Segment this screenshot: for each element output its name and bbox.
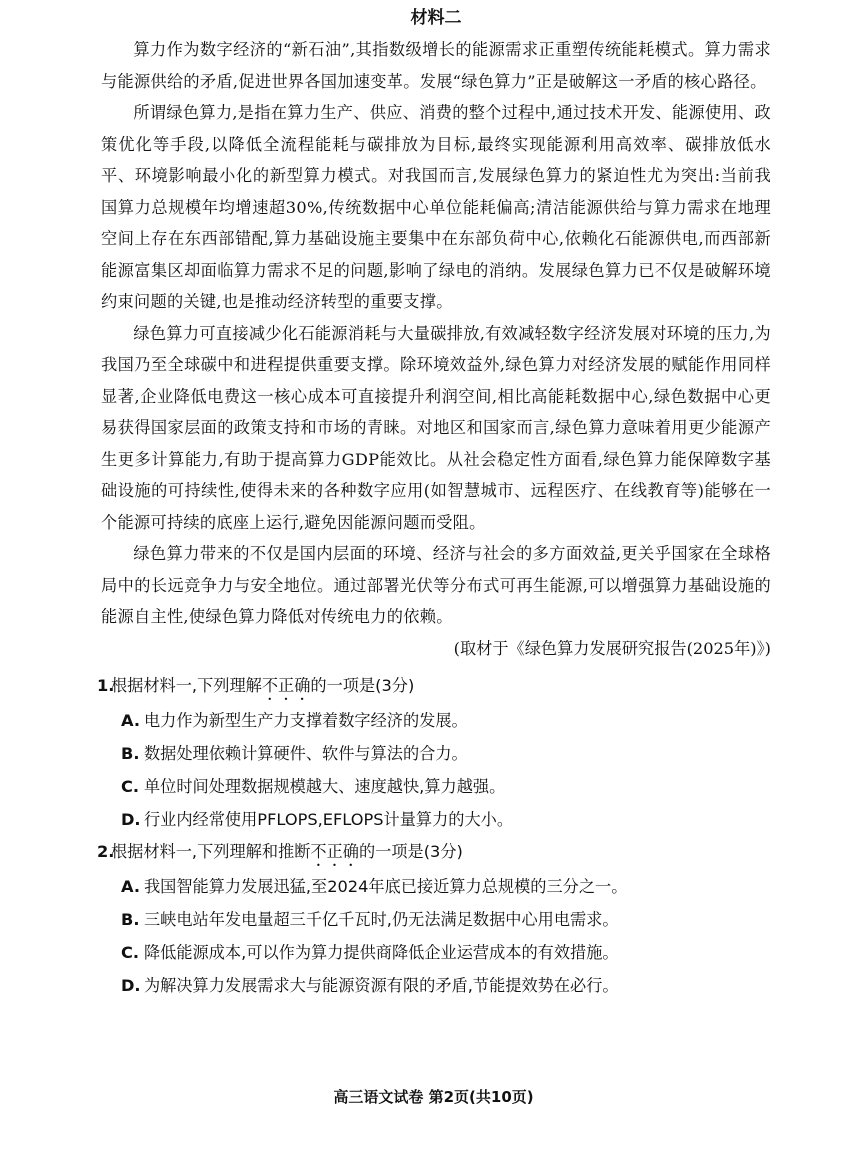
stem-text-end: 的一项是(3分) xyxy=(310,675,415,695)
source-citation: (取材于《绿色算力发展研究报告(2025年)》) xyxy=(453,638,771,658)
option-text: 行业内经常使用PFLOPS,EFLOPS计量算力的大小。 xyxy=(144,809,514,829)
question-1 xyxy=(97,670,771,836)
option-letter: C. xyxy=(121,942,140,962)
stem-text: 根据材料一,下列理解 xyxy=(111,675,262,695)
option-b xyxy=(121,737,771,770)
stem-text: 根据材料一,下列理解和推断 xyxy=(111,841,311,861)
option-text: 数据处理依赖计算硬件、软件与算法的合力。 xyxy=(144,743,468,763)
option-c xyxy=(121,770,771,803)
paragraph-2: 所谓绿色算力,是指在算力生产、供应、消费的整个过程中,通过技术开发、能源使用、政策优化等手段,以降低全流程能耗与碳排放为目标,最终实现能源利用高效率、碳排放低水平、环境影响最小化的新型算力模式。对我国而言,发展绿色算力的紧迫性尤为突出:当前我国算力总规模年均增速超30%,传统数据中心单位能耗偏高;清洁能源供给与算力需求在地理空间上存在东西部错配,算力基础设施主要集中在东部负荷中心,依赖化石能源供电,而西部新能源富集区却面临算力需求不足的问题,影响了绿电的消纳。发展绿色算力已不仅是破解环境约束问题的关键,也是推动经济转型的重要支撑。 xyxy=(101,103,771,311)
option-text: 我国智能算力发展迅猛,至2024年底已接近算力总规模的三分之一。 xyxy=(144,876,628,896)
option-letter: D. xyxy=(121,975,141,995)
stem-emphasis: 不正确 xyxy=(310,841,359,861)
section-title: 材料二 xyxy=(410,8,462,28)
option-text: 降低能源成本,可以作为算力提供商降低企业运营成本的有效措施。 xyxy=(144,942,619,962)
option-text: 三峡电站年发电量超三千亿千瓦时,仍无法满足数据中心用电需求。 xyxy=(144,909,619,929)
page-footer: 高三语文试卷 第2页(共10页) xyxy=(333,1088,534,1106)
question-stem xyxy=(97,670,771,704)
option-letter: A. xyxy=(121,876,140,896)
option-letter: D. xyxy=(121,809,141,829)
option-c xyxy=(121,936,771,969)
option-b xyxy=(121,903,771,936)
option-letter: B. xyxy=(121,909,140,929)
option-letter: A. xyxy=(121,710,140,730)
question-stem xyxy=(97,836,771,870)
paragraph-3: 绿色算力可直接减少化石能源消耗与大量碳排放,有效减轻数字经济发展对环境的压力,为我国乃至全球碳中和进程提供重要支撑。除环境效益外,绿色算力对经济发展的赋能作用同样显著,企业降低电费这一核心成本可直接提升利润空间,相比高能耗数据中心,绿色数据中心更易获得国家层面的政策支持和市场的青睐。对地区和国家而言,绿色算力意味着用更少能源产生更多计算能力,有助于提高算力GDP能效比。从社会稳定性方面看,绿色算力能保障数字基础设施的可持续性,使得未来的各种数字应用(如智慧城市、远程医疗、在线教育等)能够在一个能源可持续的底座上运行,避免因能源问题而受阻。 xyxy=(101,323,771,532)
stem-emphasis: 不正确 xyxy=(261,675,311,695)
question-2 xyxy=(97,836,771,1002)
stem-text-end: 的一项是(3分) xyxy=(358,841,463,861)
option-text: 单位时间处理数据规模越大、速度越快,算力越强。 xyxy=(144,776,506,796)
option-d xyxy=(121,969,771,1002)
paragraph-1: 算力作为数字经济的“新石油”,其指数级增长的能源需求正重塑传统能耗模式。算力需求与能源供给的矛盾,促进世界各国加速变革。发展“绿色算力”正是破解这一矛盾的核心路径。 xyxy=(101,40,771,91)
option-a xyxy=(121,870,771,903)
option-text: 电力作为新型生产力支撑着数字经济的发展。 xyxy=(144,710,468,730)
option-d xyxy=(121,803,771,836)
option-letter: B. xyxy=(121,743,140,763)
option-text: 为解决算力发展需求大与能源资源有限的矛盾,节能提效势在必行。 xyxy=(144,975,619,995)
question-number: 2. xyxy=(97,841,115,861)
paragraph-4: 绿色算力带来的不仅是国内层面的环境、经济与社会的多方面效益,更关乎国家在全球格局中的长远竞争力与安全地位。通过部署光伏等分布式可再生能源,可以增强算力基础设施的能源自主性,使绿色算力降低对传统电力的依赖。 xyxy=(101,544,771,626)
option-letter: C. xyxy=(121,776,140,796)
option-a xyxy=(121,704,771,737)
question-number: 1. xyxy=(97,675,115,695)
